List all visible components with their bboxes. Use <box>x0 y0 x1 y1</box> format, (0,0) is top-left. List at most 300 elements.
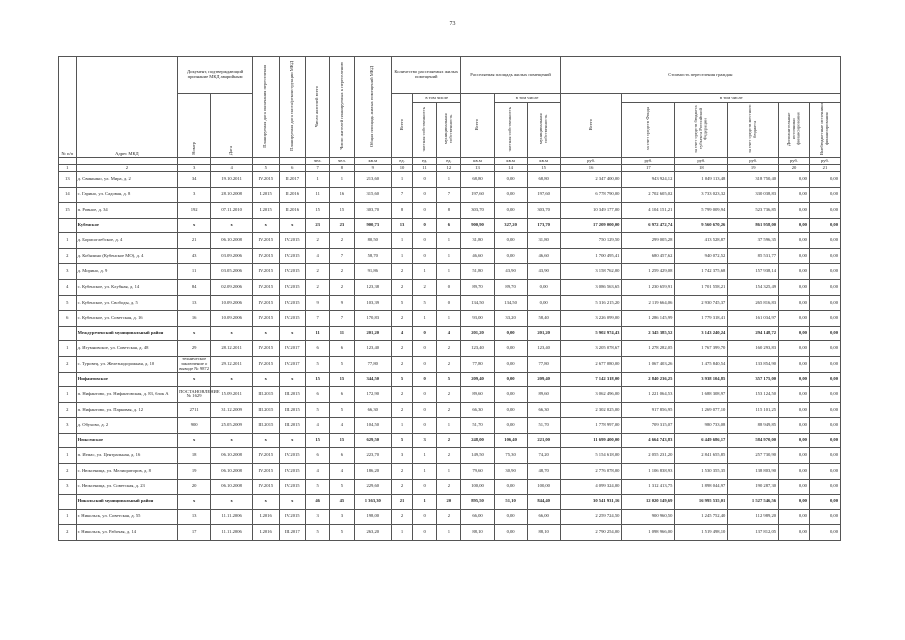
table-cell: 5 799 009,94 <box>675 203 728 219</box>
table-cell: 0,00 <box>779 356 810 372</box>
table-cell: 900,90 <box>461 218 494 233</box>
table-cell: x <box>279 218 305 233</box>
table-cell: 29.12.2011 <box>211 356 253 372</box>
table-cell: x <box>279 326 305 341</box>
table-cell: 1 <box>392 248 413 264</box>
table-cell: 2 259 724,50 <box>560 509 622 525</box>
table-cell: 0,00 <box>494 356 527 372</box>
table-cell: x <box>253 218 279 233</box>
header-area-total: Всего <box>461 94 494 158</box>
resettlement-table-sheet <box>58 56 841 541</box>
table-cell: 584 970,00 <box>728 433 779 448</box>
table-cell: 2 <box>59 525 77 541</box>
header-cost-including: в том числе <box>622 94 841 103</box>
table-cell: 15 <box>330 433 354 448</box>
table-cell: 9 <box>306 295 330 311</box>
column-number-cell: 16 <box>560 165 622 172</box>
unit-cell: руб. <box>675 158 728 165</box>
table-cell: 3 <box>59 479 77 495</box>
table-cell: 1 779 318,41 <box>675 311 728 327</box>
table-cell: 2 <box>392 509 413 525</box>
table-cell <box>59 326 77 341</box>
table-cell: 3 062 496,00 <box>560 387 622 403</box>
table-cell: 80,50 <box>354 233 391 249</box>
table-cell: 2 <box>437 387 461 403</box>
table-cell: 0 <box>412 233 436 249</box>
table-cell: x <box>211 218 253 233</box>
table-cell: 5 <box>437 372 461 387</box>
table-cell: 1 363,30 <box>354 495 391 510</box>
table-cell: 0,00 <box>779 387 810 403</box>
table-cell: III.2015 <box>279 402 305 418</box>
table-cell: 327,20 <box>494 218 527 233</box>
table-cell: IV.2015 <box>279 509 305 525</box>
table-cell: x <box>178 495 211 510</box>
table-cell: x <box>253 433 279 448</box>
table-cell: 6 <box>437 218 461 233</box>
table-row <box>59 387 841 403</box>
table-cell: 0,00 <box>494 341 527 357</box>
table-cell: 861 958,00 <box>728 218 779 233</box>
column-number-cell: 20 <box>779 165 810 172</box>
table-cell: 137 812,05 <box>728 525 779 541</box>
table-cell: 0,00 <box>494 187 527 203</box>
header-planned-demolition: Планируемая дата сноса/реконструкции МКД <box>279 57 305 158</box>
table-cell: 1 <box>437 233 461 249</box>
table-row <box>59 356 841 372</box>
table-cell: 523 736,85 <box>728 203 779 219</box>
table-cell: 14 <box>59 187 77 203</box>
table-cell: 223,70 <box>354 448 391 464</box>
table-cell: 2 790 254,00 <box>560 525 622 541</box>
table-cell: 15 <box>306 433 330 448</box>
unit-cell: руб. <box>779 158 810 165</box>
table-cell: 299 005,28 <box>622 233 675 249</box>
table-cell: 28.12.2011 <box>211 341 253 357</box>
table-cell: 1 <box>392 172 413 188</box>
table-cell: 0 <box>437 295 461 311</box>
table-cell: 154 325,49 <box>728 280 779 296</box>
table-cell: 2711 <box>178 402 211 418</box>
table-cell: 3 938 104,85 <box>675 372 728 387</box>
address-cell: Нифантовское <box>76 372 177 387</box>
address-cell: п. Ровное, д. 34 <box>76 203 177 219</box>
table-row <box>59 463 841 479</box>
unit-cell <box>76 158 177 165</box>
table-cell: 46,60 <box>461 248 494 264</box>
table-cell: 1 <box>59 387 77 403</box>
table-cell: 3 733 023,32 <box>675 187 728 203</box>
table-cell: 1 <box>437 463 461 479</box>
table-cell: 1 519 498,10 <box>675 525 728 541</box>
table-cell: 2 841 655,85 <box>675 448 728 464</box>
table-cell: IV.2015 <box>279 295 305 311</box>
table-cell: 0 <box>412 203 436 219</box>
table-cell <box>59 372 77 387</box>
table-cell: 17 209 000,00 <box>560 218 622 233</box>
address-cell: Кубенское <box>76 218 177 233</box>
table-cell: 4 <box>437 326 461 341</box>
table-cell: 02.09.2006 <box>211 280 253 296</box>
table-cell: 6 972 472,74 <box>622 218 675 233</box>
table-cell: IV.2015 <box>279 248 305 264</box>
table-cell: 46 <box>306 495 330 510</box>
unit-cell: чел. <box>330 158 354 165</box>
table-cell: IV.2017 <box>279 341 305 357</box>
column-number-cell: 6 <box>279 165 305 172</box>
table-cell: 89,60 <box>527 387 560 403</box>
table-cell: 1 <box>59 448 77 464</box>
table-cell: 15 <box>59 203 77 219</box>
table-cell: 0,00 <box>809 280 840 296</box>
table-cell: 0,00 <box>494 372 527 387</box>
table-cell: 303,70 <box>527 203 560 219</box>
column-number-cell: 9 <box>354 165 391 172</box>
table-cell: 895,50 <box>461 495 494 510</box>
table-cell: 115 101,25 <box>728 402 779 418</box>
table-row <box>59 341 841 357</box>
table-cell: IV.2015 <box>253 172 279 188</box>
table-cell: 1 701 558,21 <box>675 280 728 296</box>
table-cell: 74,20 <box>527 448 560 464</box>
table-row <box>59 295 841 311</box>
table-cell: 153 124,50 <box>728 387 779 403</box>
table-cell: 186,20 <box>354 463 391 479</box>
table-cell: 133 854,90 <box>728 356 779 372</box>
table-cell <box>59 495 77 510</box>
table-cell: 0,00 <box>779 402 810 418</box>
table-cell: 89,70 <box>461 280 494 296</box>
table-cell: 9 560 670,26 <box>675 218 728 233</box>
table-cell: 88,10 <box>527 525 560 541</box>
table-cell: 6 <box>306 387 330 403</box>
table-cell: 0,00 <box>779 509 810 525</box>
table-cell: 1 <box>412 311 436 327</box>
header-rooms-total: Всего <box>392 94 413 158</box>
table-cell: 0,00 <box>809 295 840 311</box>
table-cell: 91,86 <box>354 264 391 280</box>
table-cell: 13 <box>178 509 211 525</box>
table-cell: 15 <box>306 203 330 219</box>
table-cell: 0 <box>412 372 436 387</box>
table-cell: 2 677 080,00 <box>560 356 622 372</box>
table-cell: 11.11.2006 <box>211 509 253 525</box>
table-cell: 0,00 <box>779 495 810 510</box>
table-cell: 2 <box>392 341 413 357</box>
table-cell: 1 <box>437 248 461 264</box>
table-cell: 0,00 <box>527 295 560 311</box>
table-cell: 1 475 840,54 <box>675 356 728 372</box>
table-cell: 0,00 <box>494 509 527 525</box>
table-cell: IV.2015 <box>253 341 279 357</box>
table-cell: 21 <box>392 495 413 510</box>
table-cell: 31,80 <box>461 233 494 249</box>
table-cell: 4 <box>330 463 354 479</box>
table-cell: 06.10.2008 <box>211 233 253 249</box>
table-row <box>59 264 841 280</box>
table-cell: 229,60 <box>354 479 391 495</box>
table-cell: 1 <box>437 264 461 280</box>
column-number-cell: 3 <box>178 165 211 172</box>
table-cell: 172,90 <box>354 387 391 403</box>
table-cell: IV.2015 <box>279 479 305 495</box>
table-cell: 1 <box>59 341 77 357</box>
table-cell: 4 <box>392 326 413 341</box>
table-cell: 0,00 <box>494 248 527 264</box>
table-cell: IV.2017 <box>279 356 305 372</box>
table-cell: 201,20 <box>461 326 494 341</box>
table-cell: I.2016 <box>253 525 279 541</box>
column-number-cell: 8 <box>330 165 354 172</box>
table-cell: 19 <box>178 463 211 479</box>
table-cell: 0,00 <box>527 280 560 296</box>
table-cell: 3 <box>59 264 77 280</box>
table-cell: 2 <box>330 264 354 280</box>
table-cell: 2 702 605,02 <box>622 187 675 203</box>
table-cell: 0,00 <box>494 387 527 403</box>
table-cell: 1 898 044,97 <box>675 479 728 495</box>
table-cell: 0,00 <box>779 418 810 434</box>
table-cell: II.2017 <box>279 172 305 188</box>
table-cell: 1 049 113,48 <box>675 172 728 188</box>
table-cell: IV.2015 <box>253 295 279 311</box>
table-cell: IV.2015 <box>279 233 305 249</box>
table-cell: ПОСТАНОВЛЕНИЕ № 1629 <box>178 387 211 403</box>
table-cell: 23 <box>330 218 354 233</box>
table-cell: 7 <box>392 187 413 203</box>
address-cell: с. Туровец, ул. Железнодорожная, д. 10 <box>76 356 177 372</box>
unit-cell: ед. <box>392 158 413 165</box>
table-cell: 844,40 <box>527 495 560 510</box>
address-cell: д. Обухово, д. 2 <box>76 418 177 434</box>
table-row <box>59 233 841 249</box>
table-cell: 6 <box>330 448 354 464</box>
table-cell: 197,60 <box>461 187 494 203</box>
table-cell: 2 345 385,52 <box>622 326 675 341</box>
header-address: Адрес МКД <box>76 57 177 158</box>
table-cell: 6 449 686,17 <box>675 433 728 448</box>
table-cell: 3 <box>306 509 330 525</box>
table-cell: 3 <box>412 433 436 448</box>
table-cell: III.2015 <box>279 418 305 434</box>
address-cell: г. Никольск, ул. Советская, д. 55 <box>76 509 177 525</box>
table-cell <box>59 433 77 448</box>
table-cell: 3 143 240,24 <box>675 326 728 341</box>
table-cell: 263,20 <box>354 525 391 541</box>
table-cell: 1 <box>412 264 436 280</box>
table-cell: IV.2015 <box>253 233 279 249</box>
unit-cell: кв.м <box>494 158 527 165</box>
table-cell: x <box>178 218 211 233</box>
table-cell: 4 <box>306 248 330 264</box>
table-cell: I.2016 <box>253 509 279 525</box>
table-cell: 680 457,62 <box>622 248 675 264</box>
table-cell: 0,00 <box>779 433 810 448</box>
table-cell: 201,20 <box>354 326 391 341</box>
table-cell: 0 <box>412 402 436 418</box>
table-cell: 0,00 <box>809 387 840 403</box>
table-cell: 5 <box>330 356 354 372</box>
table-cell: 1 767 399,70 <box>675 341 728 357</box>
table-cell: 940 072,52 <box>675 248 728 264</box>
unit-cell: кв.м <box>527 158 560 165</box>
table-cell: 03.05.2006 <box>211 264 253 280</box>
table-cell: 66,30 <box>527 402 560 418</box>
table-cell: 5 <box>330 402 354 418</box>
table-cell: 0,00 <box>809 326 840 341</box>
table-cell: 0,00 <box>809 203 840 219</box>
unit-cell <box>59 158 77 165</box>
table-cell: 0,00 <box>494 402 527 418</box>
table-cell: 1 067 403,26 <box>622 356 675 372</box>
table-cell: 5 902 974,43 <box>560 326 622 341</box>
table-cell: 11.11.2006 <box>211 525 253 541</box>
table-cell: 2 <box>392 402 413 418</box>
table-cell: III.2017 <box>279 525 305 541</box>
table-cell: 89,60 <box>461 387 494 403</box>
address-cell: с. Нюксеница, ул. Мелиораторов, д. 8 <box>76 463 177 479</box>
address-cell: д. Морино, д. 9 <box>76 264 177 280</box>
table-cell: 1 <box>412 463 436 479</box>
table-cell: 221,00 <box>527 433 560 448</box>
table-cell: 0,00 <box>809 248 840 264</box>
table-cell: 413 528,87 <box>675 233 728 249</box>
table-cell: 1 742 375,68 <box>675 264 728 280</box>
unit-cell <box>253 158 279 165</box>
table-cell: 2 <box>392 479 413 495</box>
table-cell: 265 816,83 <box>728 295 779 311</box>
table-cell: 6 778 790,00 <box>560 187 622 203</box>
table-cell: 4 <box>330 418 354 434</box>
table-cell: 12 020 149,69 <box>622 495 675 510</box>
table-cell: 0,00 <box>779 525 810 541</box>
table-cell: 68,80 <box>461 172 494 188</box>
table-cell: 1 269 077,10 <box>675 402 728 418</box>
table-cell: 0,00 <box>809 341 840 357</box>
table-cell: 79,60 <box>461 463 494 479</box>
table-cell: 5 316 215,20 <box>560 295 622 311</box>
header-cost-extra: Дополнительные источники финансирования <box>779 103 810 158</box>
address-cell: п. Нифантово, ул. Нифантовская, д. 83, блок А <box>76 387 177 403</box>
table-cell: x <box>211 495 253 510</box>
table-cell: IV.2015 <box>279 463 305 479</box>
unit-cell: руб. <box>809 158 840 165</box>
table-cell: 2 930 745,37 <box>675 295 728 311</box>
table-cell: 123,40 <box>527 341 560 357</box>
table-cell: 4 <box>59 280 77 296</box>
table-cell: 5 <box>392 433 413 448</box>
table-cell: 1 <box>437 311 461 327</box>
column-number-cell: 2 <box>76 165 177 172</box>
table-cell: 58,70 <box>354 248 391 264</box>
table-cell: 1 245 752,40 <box>675 509 728 525</box>
table-cell: 0 <box>412 509 436 525</box>
table-cell: 13 <box>59 172 77 188</box>
table-cell: 0,00 <box>779 326 810 341</box>
table-cell: 13 <box>178 295 211 311</box>
table-cell: 201,20 <box>527 326 560 341</box>
table-cell: 30 541 931,16 <box>560 495 622 510</box>
table-cell: техническое заключение о выводе № 9872 <box>179 356 210 371</box>
header-total-area: Общая площадь жилых помещений МКД <box>354 57 391 158</box>
header-doc-group: Документ, подтверждающий признание МКД аварийным <box>178 57 253 94</box>
table-cell: 77,80 <box>527 356 560 372</box>
table-cell: 330 038,83 <box>728 187 779 203</box>
table-cell: 0,00 <box>809 372 840 387</box>
subtotal-row <box>59 433 841 448</box>
table-cell: 6 <box>306 448 330 464</box>
table-cell: IV.2015 <box>279 448 305 464</box>
table-cell: 68,80 <box>527 172 560 188</box>
table-cell: 5 <box>306 402 330 418</box>
table-cell: 4 099 324,00 <box>560 479 622 495</box>
table-row <box>59 203 841 219</box>
table-cell: 23 <box>306 218 330 233</box>
header-num: № п/п <box>59 57 77 158</box>
table-cell: 3 158 762,00 <box>560 264 622 280</box>
table-row <box>59 187 841 203</box>
resettlement-table <box>58 56 841 541</box>
table-cell: II.2016 <box>279 187 305 203</box>
table-cell: 06.10.2008 <box>211 448 253 464</box>
table-cell: 43,90 <box>527 264 560 280</box>
table-cell: 11 <box>330 326 354 341</box>
table-cell: 3 <box>59 418 77 434</box>
table-cell: 303,70 <box>461 203 494 219</box>
table-cell: 5 <box>392 295 413 311</box>
table-cell: 51,80 <box>461 264 494 280</box>
column-number-cell: 12 <box>437 165 461 172</box>
address-cell: п. Нифантово, ул. Парковая, д. 12 <box>76 402 177 418</box>
table-cell: 11 <box>178 264 211 280</box>
table-cell: 1 688 308,97 <box>675 387 728 403</box>
table-cell: x <box>253 372 279 387</box>
table-cell: 5 <box>59 295 77 311</box>
table-cell: 1 278 282,05 <box>622 341 675 357</box>
table-cell: 750 129,50 <box>560 233 622 249</box>
table-cell: 77,80 <box>354 356 391 372</box>
table-cell: 4 104 151,21 <box>622 203 675 219</box>
table-cell: 4 664 743,83 <box>622 433 675 448</box>
column-number-cell: 17 <box>622 165 675 172</box>
table-cell: IV.2015 <box>253 280 279 296</box>
table-cell: 0 <box>412 479 436 495</box>
table-cell: x <box>253 326 279 341</box>
table-cell: 75,30 <box>494 448 527 464</box>
table-cell: x <box>279 495 305 510</box>
table-cell: 100,00 <box>461 479 494 495</box>
table-cell: 303,70 <box>354 203 391 219</box>
table-cell: 9 <box>330 295 354 311</box>
table-cell: 980 733,08 <box>675 418 728 434</box>
table-cell: 20 <box>437 495 461 510</box>
table-cell: 1 <box>59 509 77 525</box>
table-cell: 0 <box>412 218 436 233</box>
header-residents-planned: Число жителей планируемых к переселению <box>330 57 354 158</box>
table-cell: 48,70 <box>527 463 560 479</box>
table-cell: 66,30 <box>354 402 391 418</box>
table-cell: 0,00 <box>809 463 840 479</box>
unit-cell: ед. <box>412 158 436 165</box>
address-cell: с. Кубенское, ул. Советская, д. 16 <box>76 311 177 327</box>
table-cell: 0,00 <box>779 311 810 327</box>
table-cell: 2 <box>330 280 354 296</box>
unit-cell: руб. <box>560 158 622 165</box>
table-cell: 0,00 <box>494 233 527 249</box>
table-cell: 161 034,97 <box>728 311 779 327</box>
table-cell: 1 <box>392 233 413 249</box>
table-cell: 0,00 <box>779 218 810 233</box>
